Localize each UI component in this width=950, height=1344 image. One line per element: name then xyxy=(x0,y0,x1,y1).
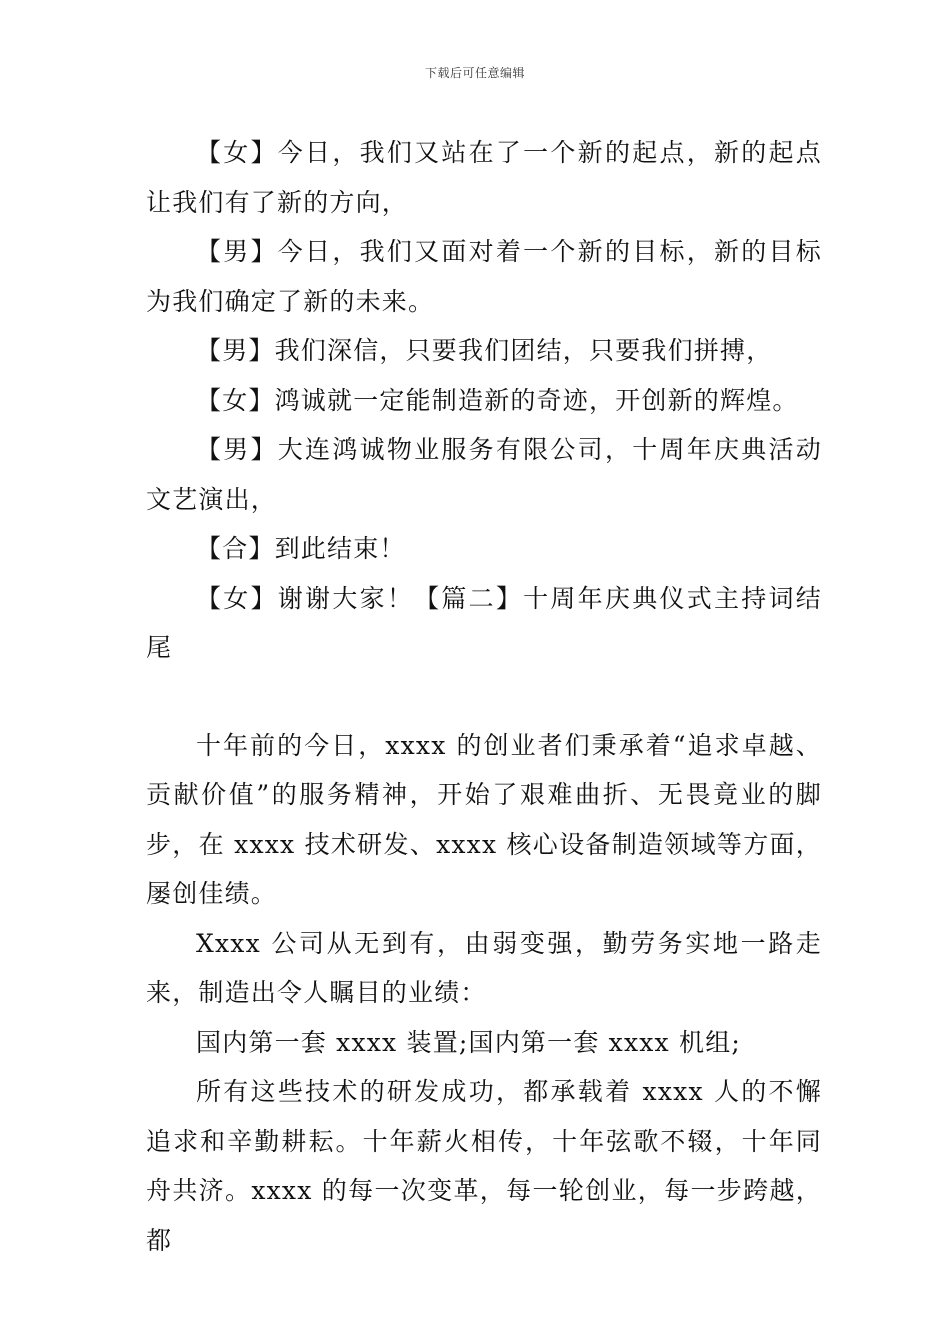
paragraph-spacer xyxy=(146,673,822,721)
paragraph-1: 【女】今日，我们又站在了一个新的起点，新的起点让我们有了新的方向， xyxy=(146,138,822,217)
header-note: 下载后可任意编辑 xyxy=(424,66,525,80)
paragraph-9: Xxxx 公司从无到有，由弱变强，勤劳务实地一路走来，制造出令人瞩目的业绩： xyxy=(146,928,822,1007)
paragraph-8: 十年前的今日，xxxx 的创业者们秉承着“追求卓越、贡献价值”的服务精神，开始了艰难曲折、无畏竟业的脚步，在 xxxx 技术研发、xxxx 核心设备制造领域等方面，屡创佳绩。 xyxy=(146,730,822,908)
paragraph-10: 国内第一套 xxxx 装置;国内第一套 xxxx 机组; xyxy=(196,1027,742,1057)
paragraph-11: 所有这些技术的研发成功，都承载着 xxxx 人的不懈追求和辛勤耕耘。十年薪火相传，十年弦歌不辍，十年同舟共济。xxxx 的每一次变革，每一轮创业，每一步跨越，都 xyxy=(146,1077,822,1255)
paragraph-2: 【男】今日，我们又面对着一个新的目标，新的目标为我们确定了新的未来。 xyxy=(146,237,822,316)
document-body xyxy=(146,128,822,1265)
paragraph-6: 【合】到此结束！ xyxy=(196,534,406,563)
paragraph-7: 【女】谢谢大家！【篇二】十周年庆典仪式主持词结尾 xyxy=(146,583,822,662)
paragraph-3: 【男】我们深信，只要我们团结，只要我们拼搏， xyxy=(196,336,773,365)
paragraph-4: 【女】鸿诚就一定能制造新的奇迹，开创新的辉煌。 xyxy=(196,385,799,415)
paragraph-5: 【男】大连鸿诚物业服务有限公司，十周年庆典活动文艺演出， xyxy=(146,435,822,514)
